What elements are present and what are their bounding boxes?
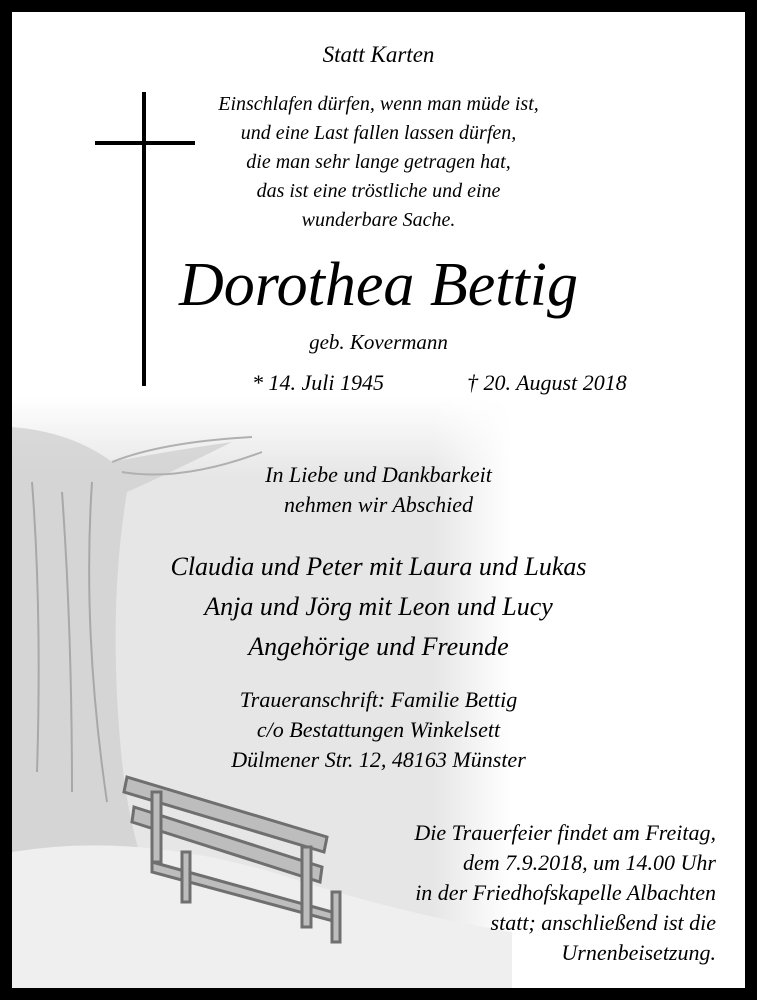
mourners-list (12, 547, 745, 667)
poem-line: das ist eine tröstliche und eine (256, 180, 501, 202)
death-date: † 20. August 2018 (467, 370, 627, 395)
farewell-text (12, 460, 745, 520)
farewell-line: In Liebe und Dankbarkeit (265, 462, 492, 487)
birth-date: * 14. Juli 1945 (252, 370, 384, 395)
mourner-line: Claudia und Peter mit Laura und Lukas (170, 552, 587, 581)
service-line: statt; anschließend ist die (490, 910, 716, 935)
service-line: in der Friedhofskapelle Albachten (415, 880, 716, 905)
mourner-line: Angehörige und Freunde (248, 632, 509, 661)
poem-line: die man sehr lange getragen hat, (246, 151, 511, 173)
address-line: c/o Bestattungen Winkelsett (256, 717, 501, 742)
address-line: Dülmener Str. 12, 48163 Münster (231, 747, 526, 772)
poem-line: wunderbare Sache. (301, 209, 456, 231)
service-info (414, 818, 716, 968)
service-line: Urnenbeisetzung. (561, 940, 716, 965)
header-label: Statt Karten (322, 42, 435, 67)
mourning-address (12, 685, 745, 775)
obituary-card (12, 12, 745, 988)
service-line: Die Trauerfeier findet am Freitag, (414, 820, 716, 845)
farewell-line: nehmen wir Abschied (283, 492, 473, 517)
service-line: dem 7.9.2018, um 14.00 Uhr (463, 850, 716, 875)
poem (12, 90, 745, 235)
deceased-name: Dorothea Bettig (179, 251, 578, 319)
poem-line: und eine Last fallen lassen dürfen, (240, 122, 517, 144)
maiden-name: geb. Kovermann (309, 330, 448, 354)
poem-line: Einschlafen dürfen, wenn man müde ist, (218, 93, 539, 115)
address-line: Traueranschrift: Familie Bettig (239, 687, 518, 712)
mourner-line: Anja und Jörg mit Leon und Lucy (204, 592, 553, 621)
